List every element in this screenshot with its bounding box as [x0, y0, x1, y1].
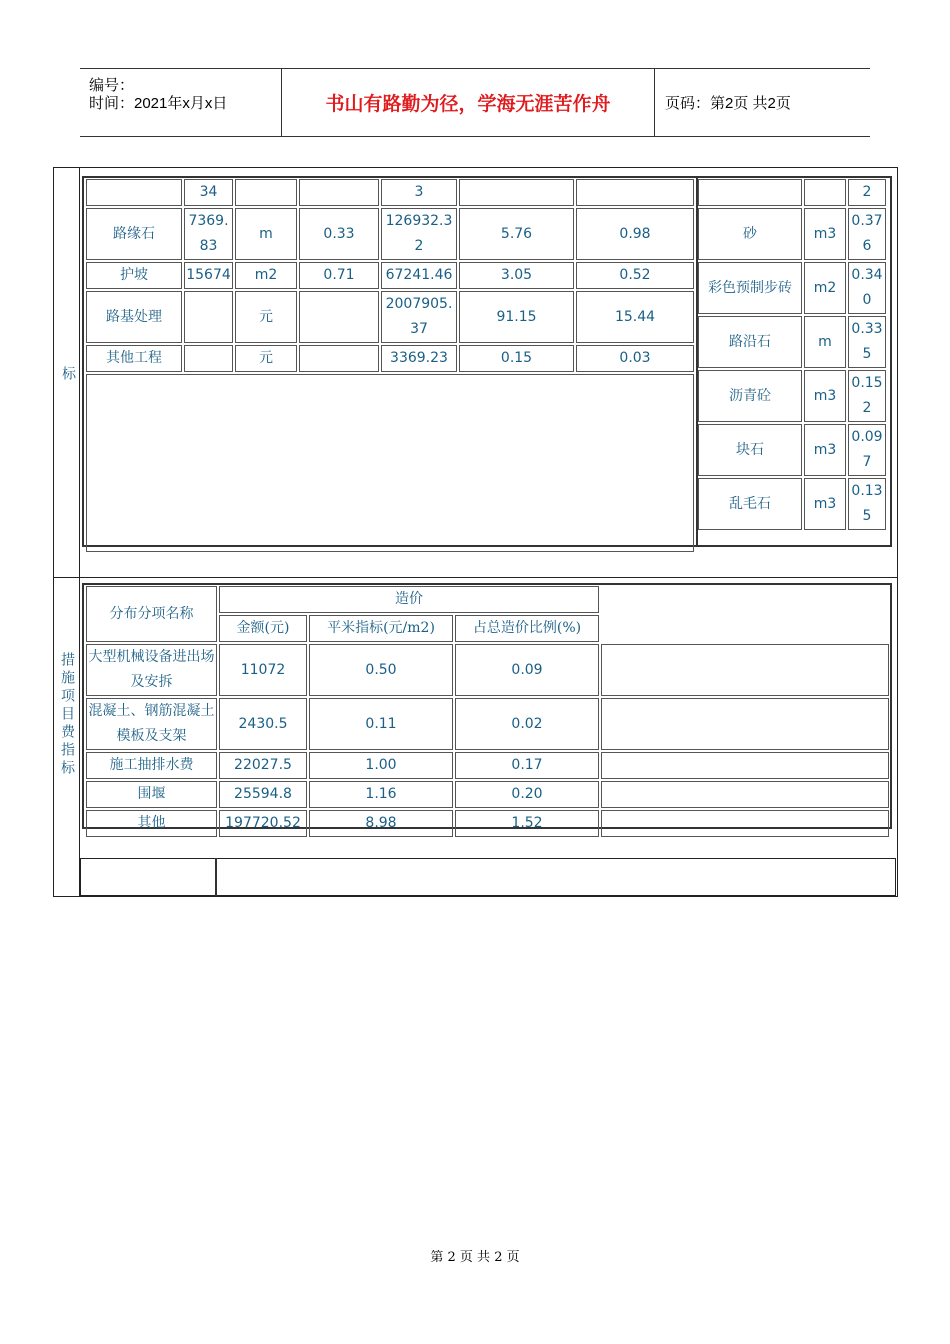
table-cell: 大型机械设备进出场及安拆 — [86, 644, 217, 696]
table-cell: 2007905.37 — [381, 291, 457, 343]
time-label: 时间：2021年x月x日 — [89, 95, 228, 112]
table-row — [698, 478, 886, 530]
table-row — [86, 208, 694, 260]
table-row — [698, 424, 886, 476]
table-row — [86, 752, 889, 779]
table-cell: 围堰 — [86, 781, 217, 808]
table-cell: 混凝土、钢筋混凝土模板及支架 — [86, 698, 217, 750]
table-cell: 0.152 — [848, 370, 886, 422]
table-cell: 其他工程 — [86, 345, 182, 372]
table-cell: 22027.5 — [219, 752, 307, 779]
table-cell: 15.44 — [576, 291, 694, 343]
header-info — [80, 69, 280, 136]
table-cell: 0.11 — [309, 698, 453, 750]
page-footer: 第 2 页 共 2 页 — [430, 1250, 520, 1265]
empty-cell — [601, 781, 889, 808]
table-cell — [576, 179, 694, 206]
table-cell: 块石 — [698, 424, 802, 476]
table-cell: 0.17 — [455, 752, 599, 779]
table-cell: 0.20 — [455, 781, 599, 808]
table-cell: 3 — [381, 179, 457, 206]
table-row — [698, 262, 886, 314]
motto: 书山有路勤为径，学海无涯苦作舟 — [281, 69, 655, 136]
table-cell: 1.16 — [309, 781, 453, 808]
table-cell: m3 — [804, 424, 846, 476]
section2-bottom-row — [80, 858, 896, 896]
header-name: 分布分项名称 — [86, 586, 217, 642]
table-cell — [184, 345, 233, 372]
table-cell — [698, 179, 802, 206]
table-cell — [299, 179, 379, 206]
table-cell — [299, 345, 379, 372]
table-cell: 34 — [184, 179, 233, 206]
table-cell: 25594.8 — [219, 781, 307, 808]
table-cell: 5.76 — [459, 208, 574, 260]
table-cell: 乱毛石 — [698, 478, 802, 530]
table-cell: 1.52 — [455, 810, 599, 837]
table-cell: 67241.46 — [381, 262, 457, 289]
table-cell: m3 — [804, 208, 846, 260]
section2-bottom-divider — [215, 858, 217, 896]
table-cell: 元 — [235, 291, 297, 343]
table-cell: 3369.23 — [381, 345, 457, 372]
table-cell: 0.09 — [455, 644, 599, 696]
table-cell: m3 — [804, 370, 846, 422]
empty-cell — [601, 698, 889, 750]
table-cell: 91.15 — [459, 291, 574, 343]
table-cell: 197720.52 — [219, 810, 307, 837]
table-cell: 路沿石 — [698, 316, 802, 368]
table-row — [698, 208, 886, 260]
empty-cell — [86, 374, 694, 552]
page-header — [80, 68, 870, 137]
table-cell: 0.71 — [299, 262, 379, 289]
table-row — [86, 179, 694, 206]
table-cell: 施工抽排水费 — [86, 752, 217, 779]
table-cell: 0.98 — [576, 208, 694, 260]
table-cell — [235, 179, 297, 206]
measures-table — [84, 584, 891, 839]
empty-cell — [601, 810, 889, 837]
table-cell: 0.52 — [576, 262, 694, 289]
table-cell: m — [804, 316, 846, 368]
table-cell — [299, 291, 379, 343]
table-cell: 3.05 — [459, 262, 574, 289]
header-ratio: 占总造价比例(%) — [455, 615, 599, 642]
table-cell: 其他 — [86, 810, 217, 837]
table-cell: 0.50 — [309, 644, 453, 696]
table-cell: 0.33 — [299, 208, 379, 260]
table-cell: 126932.32 — [381, 208, 457, 260]
table-cell: m2 — [235, 262, 297, 289]
table-cell: 护坡 — [86, 262, 182, 289]
table-cell: 0.02 — [455, 698, 599, 750]
table-cell: 8.98 — [309, 810, 453, 837]
table-row — [86, 291, 694, 343]
section2-side-label: 措施项目费指标 — [59, 652, 75, 778]
table-cell: 0.135 — [848, 478, 886, 530]
header-per-sqm: 平米指标(元/m2) — [309, 615, 453, 642]
header-cost: 造价 — [219, 586, 599, 613]
table-cell: 0.340 — [848, 262, 886, 314]
table-cell: m3 — [804, 478, 846, 530]
table-cell: 0.097 — [848, 424, 886, 476]
table-cell: 路缘石 — [86, 208, 182, 260]
table-cell: 沥青砼 — [698, 370, 802, 422]
empty-cell — [601, 586, 889, 642]
table-cell: 彩色预制步砖 — [698, 262, 802, 314]
table-cell: 2430.5 — [219, 698, 307, 750]
table-cell: 7369.83 — [184, 208, 233, 260]
table-cell: 2 — [848, 179, 886, 206]
section1-side-label: 标 — [60, 366, 76, 384]
table-row — [86, 698, 889, 750]
table-cell: m — [235, 208, 297, 260]
table-cell — [459, 179, 574, 206]
table-cell: 0.15 — [459, 345, 574, 372]
header-amount: 金额(元) — [219, 615, 307, 642]
table-cell — [804, 179, 846, 206]
table-cell: 15674 — [184, 262, 233, 289]
table-row — [86, 262, 694, 289]
materials-table-left — [84, 177, 696, 554]
table-cell — [86, 179, 182, 206]
table-row — [86, 644, 889, 696]
table-cell: 0.376 — [848, 208, 886, 260]
table-row — [698, 179, 886, 206]
table-cell: 砂 — [698, 208, 802, 260]
table-row — [698, 370, 886, 422]
table-cell: 11072 — [219, 644, 307, 696]
table-row — [698, 316, 886, 368]
table-header-row — [86, 586, 889, 613]
table-row — [86, 345, 694, 372]
table-cell — [184, 291, 233, 343]
table-cell: 路基处理 — [86, 291, 182, 343]
table-row — [86, 810, 889, 837]
code-label: 编号： — [89, 77, 135, 94]
materials-table-right — [696, 177, 888, 532]
table-cell: m2 — [804, 262, 846, 314]
table-cell: 1.00 — [309, 752, 453, 779]
table-cell: 0.03 — [576, 345, 694, 372]
page-label: 页码：第2页 共2页 — [665, 95, 791, 112]
table-row — [86, 781, 889, 808]
empty-cell — [601, 644, 889, 696]
table-cell: 0.335 — [848, 316, 886, 368]
empty-cell — [601, 752, 889, 779]
table-cell: 元 — [235, 345, 297, 372]
